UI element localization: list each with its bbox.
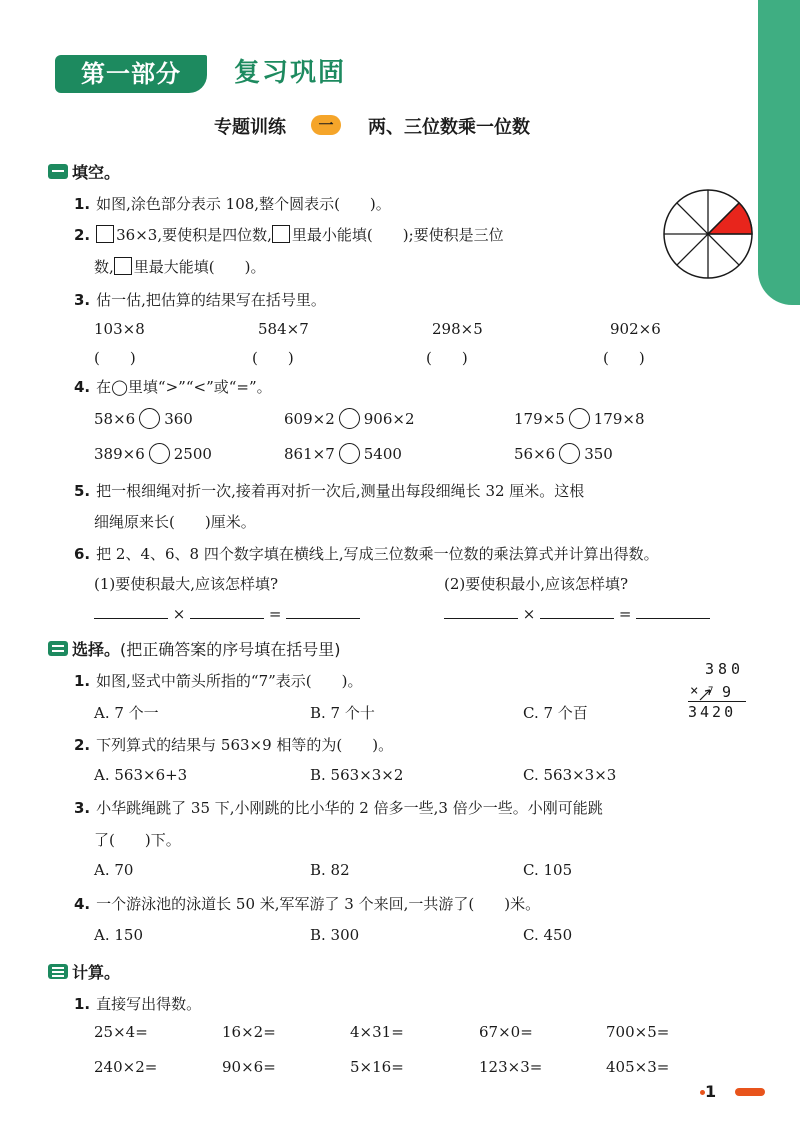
calc-item: 25×4= [94, 1023, 148, 1041]
option[interactable]: C. 7 个百 [523, 704, 588, 722]
option[interactable]: C. 450 [523, 926, 573, 944]
calc-item: 405×3= [606, 1058, 670, 1076]
question-text: 36×3,要使积是四位数, [116, 226, 272, 244]
question-continued [94, 256, 266, 277]
sub-question: (2)要使积最小,应该怎样填? [444, 575, 629, 593]
section-three-icon [48, 964, 68, 979]
question-text: 里最小能填( );要使积是三位 [291, 226, 504, 244]
compare-circle [339, 408, 360, 429]
page-number: 1 [705, 1082, 717, 1101]
section-3-heading [48, 960, 120, 983]
calc-item: 90×6= [222, 1058, 276, 1076]
question-text: 直接写出得数。 [96, 995, 202, 1013]
option[interactable]: A. 150 [94, 926, 143, 944]
option[interactable]: A. 70 [94, 861, 134, 879]
question-number: 2. [74, 736, 91, 754]
question-text: 把一根细绳对折一次,接着再对折一次后,测量出每段细绳长 32 厘米。这根 [96, 482, 585, 500]
question [74, 734, 393, 755]
option[interactable]: B. 563×3×2 [310, 766, 404, 784]
section-1-heading [48, 160, 120, 183]
answer-blank[interactable] [190, 604, 264, 619]
question-text: 在◯里填“>”“<”或“=”。 [96, 378, 272, 396]
estimate-item: 902×6 [610, 320, 661, 338]
calc-item: 16×2= [222, 1023, 276, 1041]
option[interactable]: C. 563×3×3 [523, 766, 617, 784]
answer-blank[interactable] [94, 604, 168, 619]
blank-box [272, 225, 290, 243]
calc-item: 700×5= [606, 1023, 670, 1041]
question [74, 993, 201, 1014]
topic-number-badge: 一 [311, 115, 341, 135]
compare-item: 179×5 179×8 [514, 410, 645, 428]
question-text: 把 2、4、6、8 四个数字填在横线上,写成三位数乘一位数的乘法算式并计算出得数。 [96, 545, 659, 563]
question-continued: 细绳原来长( )厘米。 [94, 513, 256, 531]
question-continued: 了( )下。 [94, 831, 181, 849]
question-text: 一个游泳池的泳道长 50 米,军军游了 3 个来回,一共游了( )米。 [96, 895, 541, 913]
question-text: 如图,竖式中箭头所指的“7”表示( )。 [96, 672, 363, 690]
calc-mult-sign: × [690, 683, 699, 699]
question-number: 1. [74, 995, 91, 1013]
compare-circle [149, 443, 170, 464]
fill-equation: × = [94, 604, 360, 623]
calc-item: 4×31= [350, 1023, 404, 1041]
side-tab [758, 0, 800, 305]
blank-box [96, 225, 114, 243]
option[interactable]: A. 563×6+3 [94, 766, 188, 784]
compare-circle [339, 443, 360, 464]
answer-blank[interactable] [286, 604, 360, 619]
question-text: 小华跳绳跳了 35 下,小刚跳的比小华的 2 倍多一些,3 倍少一些。小刚可能跳 [96, 799, 603, 817]
compare-item: 609×2 906×2 [284, 410, 415, 428]
calc-item: 123×3= [479, 1058, 543, 1076]
calc-top: 380 [705, 660, 745, 678]
compare-circle [139, 408, 160, 429]
question-text: 估一估,把估算的结果写在括号里。 [96, 291, 326, 309]
question-number: 6. [74, 545, 91, 563]
compare-item: 58×6 360 [94, 410, 193, 428]
answer-paren: ( ) [94, 349, 136, 367]
topic-prefix: 专题训练 [214, 117, 286, 138]
question-number: 2. [74, 226, 91, 244]
calc-multiplier: 9 [722, 683, 732, 701]
blank-box [114, 257, 132, 275]
question-text: 里最大能填( )。 [133, 258, 266, 276]
compare-item: 56×6 350 [514, 445, 613, 463]
compare-item: 861×7 5400 [284, 445, 402, 463]
compare-item: 389×6 2500 [94, 445, 212, 463]
question [74, 193, 391, 214]
question-number: 1. [74, 672, 91, 690]
question-text: 数, [94, 258, 114, 276]
answer-paren: ( ) [252, 349, 294, 367]
compare-circle [559, 443, 580, 464]
question-number: 5. [74, 482, 91, 500]
estimate-item: 584×7 [258, 320, 309, 338]
question [74, 543, 659, 564]
question [74, 797, 603, 818]
option[interactable]: B. 82 [310, 861, 350, 879]
pie-diagram [660, 186, 756, 282]
question-number: 3. [74, 291, 91, 309]
question [74, 376, 272, 397]
fill-equation: × = [444, 604, 710, 623]
section-one-icon [48, 164, 68, 179]
calc-item: 240×2= [94, 1058, 158, 1076]
question [74, 224, 504, 245]
answer-paren: ( ) [603, 349, 645, 367]
question-number: 1. [74, 195, 91, 213]
question-text: 下列算式的结果与 563×9 相等的为( )。 [96, 736, 394, 754]
question-number: 4. [74, 378, 91, 396]
part-subtitle: 复习巩固 [234, 58, 347, 88]
question-text: 如图,涂色部分表示 108,整个圆表示( )。 [96, 195, 391, 213]
option[interactable]: A. 7 个一 [94, 704, 159, 722]
part-label: 第一部分 [55, 55, 207, 93]
section-2-note: (把正确答案的序号填在括号里) [120, 640, 341, 659]
question-number: 3. [74, 799, 91, 817]
estimate-item: 103×8 [94, 320, 145, 338]
topic-title: 两、三位数乘一位数 [368, 117, 530, 138]
question [74, 670, 363, 691]
calc-item: 5×16= [350, 1058, 404, 1076]
calc-carry: 7 [708, 686, 714, 696]
estimate-item: 298×5 [432, 320, 483, 338]
question [74, 480, 584, 501]
answer-paren: ( ) [426, 349, 468, 367]
section-1-title: 填空。 [72, 163, 121, 182]
sub-question: (1)要使积最大,应该怎样填? [94, 575, 279, 593]
compare-circle [569, 408, 590, 429]
option[interactable]: C. 105 [523, 861, 573, 879]
calc-item: 67×0= [479, 1023, 533, 1041]
question-number: 4. [74, 895, 91, 913]
calc-result: 3420 [688, 703, 737, 721]
question [74, 289, 326, 310]
option[interactable]: B. 300 [310, 926, 360, 944]
answer-blank[interactable] [636, 604, 710, 619]
answer-blank[interactable] [444, 604, 518, 619]
question [74, 893, 540, 914]
option[interactable]: B. 7 个十 [310, 704, 375, 722]
section-2-heading [48, 637, 341, 660]
section-two-icon [48, 641, 68, 656]
answer-blank[interactable] [540, 604, 614, 619]
section-3-title: 计算。 [72, 963, 121, 982]
calc-rule [688, 701, 746, 702]
section-2-title: 选择。 [72, 640, 121, 659]
page-bar [735, 1088, 765, 1096]
